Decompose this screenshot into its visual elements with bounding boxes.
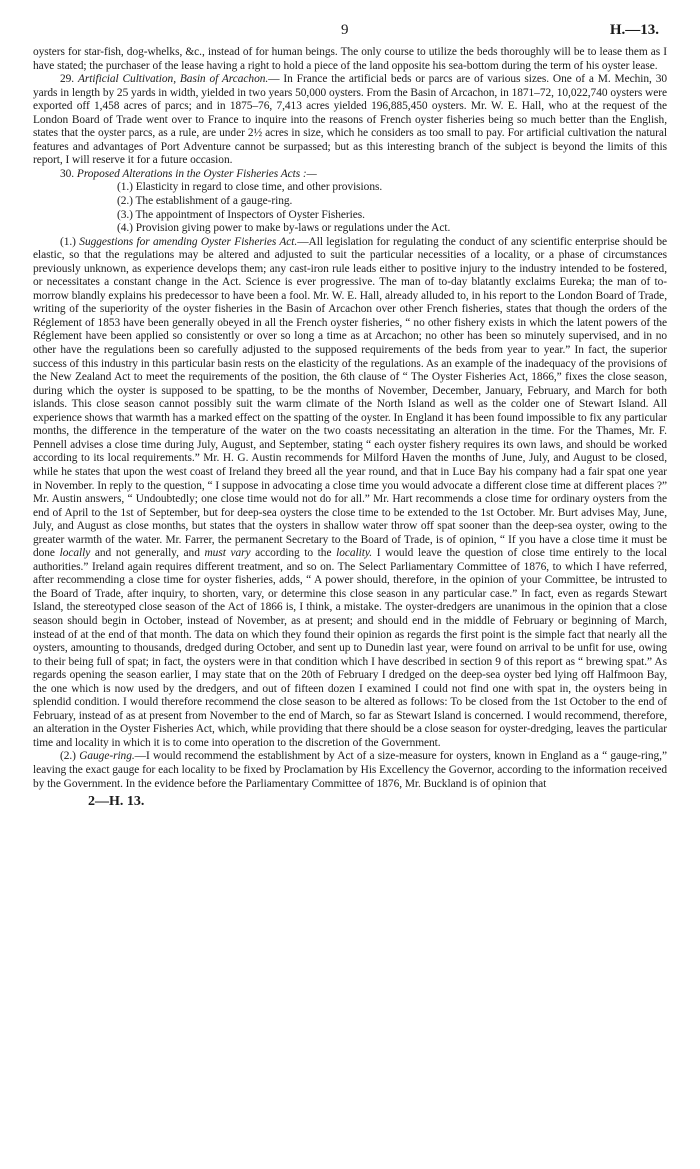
section-number: 30. bbox=[60, 167, 75, 180]
emphasis-text: locally bbox=[59, 547, 91, 560]
document-reference: H.—13. bbox=[609, 22, 659, 38]
section-heading: Gauge-ring. bbox=[79, 750, 135, 763]
paragraph-30 bbox=[33, 168, 667, 182]
page-header bbox=[33, 22, 667, 46]
list-item: (3.) The appointment of Inspectors of Oyster Fisheries. bbox=[117, 208, 365, 221]
alterations-list bbox=[117, 181, 667, 235]
section-number: (2.) bbox=[60, 750, 76, 763]
emphasis-text: must vary bbox=[204, 547, 251, 560]
page-number: 9 bbox=[341, 22, 349, 38]
list-item: (2.) The establishment of a gauge-ring. bbox=[117, 195, 293, 208]
list-item: (1.) Elasticity in regard to close time, and other provisions. bbox=[117, 181, 383, 194]
section-number: (1.) bbox=[60, 235, 76, 248]
paragraph-suggestions bbox=[33, 236, 667, 751]
section-text: I would leave the question of close time entirely to the local authorities.” Ireland again requires different treatment, and so on. The Select Parliamentary Committee of 1876, to which I have referred, after recommending a close time for oyster fisheries, adds, “ A power should, therefore, in the opinion of your Committee, be intrusted to the Board of Trade, after inquiry, to shorten, vary, or determine this close season in any particular case.” In fact, even as regards Stewart Island, the stereotyped close season of the Act of 1866 is, I think, a mistake. The oyster-dredgers are unanimous in the opinion that a close season should begin in October, instead of November, as at present; and should end in the middle of February or beginning of March, instead of at the end of that month. The data on which they found their opinion as regards the first point is the simple fact that nearly all the oysters, amounting to thousands, dredged during October, and sent up to Dunedin last year, were found on arrival to be unfit for use, owing to their being full of spat; in fact, the oysters were in that condition which I have described in section 9 of this report as “ brewing spat.” As regards opening the season earlier, I may state that on the 20th of February I dredged on the deep-sea oyster bed lying off Halfmoon Bay, the one which is now used by the dredgers, and out of fifteen dozen I examined I could not find one with spat in, the oysters being in splendid condition. I would therefore recommend the close season to be altered as follows: To be closed from the 1st October to the end of February, instead of as at present from November to the end of March, so far as Stewart Island is concerned. I would recommend, therefore, an alteration in the Oyster Fisheries Act, which, while providing that there should be a close season for oyster-dredging, leaves the particular time and locality in which it is to come into operation to the discretion of the Government. bbox=[33, 547, 667, 749]
section-text: —All legislation for regulating the conduct of any scientific enterprise should be elastic, so that the regulations may be altered and adjusted to suit the particular necessities of a locality, or a phase of circumstances previously unknown, as experience develops them; any cast-iron rule leads either to positive injury to the industry intended to be fostered, or necessitates a constant change in the Act. Science is ever progressive. The man of to-day blatantly exclaims Eureka; the man of to-morrow blandly explains his predecessor to have been a fool. Mr. W. E. Hall, already alluded to, in his report to the London Board of Trade, writing of the superiority of the oyster fisheries in the Basin of Arcachon over other French fisheries, states that though the orders of the Réglement of 1853 have been generally obeyed in all the French oyster fisheries, “ no other fishery exists in which the latent powers of the Réglement have been applied so consistently or over so long a time as at Arcachon; no other has been so minutely supervised, and in no other have the regulations been so carefully adjusted to the supposed requirements of the beds from year to year.” In fact, the superior success of this industry in this particular basin rests on the elasticity of the regulations. As an example of the inadequacy of the provisions of the New Zealand Act to meet the requirements of the position, the 6th clause of “ The Oyster Fisheries Act, 1866,” fixes the close season, during which the oyster is supposed to be spatting, to be the months of November, December, January, February, and March for both islands. This close season cannot possibly suit the warm climate of the North Island as well as the colder one of Stewart Island. All experience shows that warmth has a marked effect on the spatting of the oyster. In England it has been found impossible to fix any particular months, the difference in the temperature of the water on the two coasts necessitating an alteration in the time. For the Thames, Mr. F. Pennell advises a close time during July, August, and September, stating “ each oyster fishery requires its own laws, and should be worked according to its local requirements.” Mr. H. G. Austin recommends for Milford Haven the months of June, July, and August to be closed, while he states that upon the west coast of Ireland they breed all the year round, and that in Luce Bay his company had a fair spat one year in November. In reply to the question, “ I suppose in advocating a close time you would advocate a different close time at different places ?” Mr. Austin answers, “ Undoubtedly; one close time would not do for all.” Mr. Hart recommends a close time for ordinary oysters from the end of April to the 1st of September, but for deep-sea oysters the close time to be extended to the 1st October. Mr. Burt advises May, June, July, and August as close months, but states that the oysters in shallow water throw off spat sooner than the deep-sea oyster, owing to the greater warmth of the water. Mr. Farrer, the permanent Secretary to the Board of Trade, is of opinion, “ If you have a close time it must be done bbox=[33, 235, 667, 560]
paragraph-continuation: oysters for star-fish, dog-whelks, &c., instead of for human beings. The only course to utilize the beds thoroughly will be to lease them as I have stated; the purchaser of the lease having a right to hold a piece of the land opposite his sea-bottom during the term of his oyster lease. bbox=[33, 46, 667, 72]
emphasis-text: locality. bbox=[336, 547, 373, 560]
list-item: (4.) Provision giving power to make by-laws or regulations under the Act. bbox=[117, 222, 451, 235]
section-text: — In France the artificial beds or parcs are of various sizes. One of a M. Mechin, 30 yards in length by 25 yards in width, yielded in two years 50,000 oysters. From the Basin of Arcachon, in 1871–72, 10,022,740 oysters were exported off 1,458 acres of parcs; and in 1875–76, 7,413 acres yielded 196,885,450 oysters. Mr. W. E. Hall, who at the request of the London Board of Trade went over to France to inquire into the reasons of French oyster fisheries being so much better than the English, states that the oyster parcs, as a rule, are under 2½ acres in size, which he considers as too small to pay. For artificial cultivation the natural features and advantages of Port Adventure cannot be surpassed; but as this interesting branch of the subject is beyond the limits of this report, I will reserve it for a future occasion. bbox=[33, 73, 667, 167]
document-body bbox=[33, 46, 667, 791]
section-heading: Proposed Alterations in the Oyster Fisheries Acts :— bbox=[76, 167, 317, 180]
paragraph-29 bbox=[33, 73, 667, 168]
paragraph-gauge-ring bbox=[33, 750, 667, 791]
section-text: and not generally, and bbox=[90, 547, 205, 560]
section-text: according to the bbox=[250, 547, 337, 560]
section-heading: Suggestions for amending Oyster Fisheries Act. bbox=[79, 235, 298, 248]
section-text: —I would recommend the establishment by Act of a size-measure for oysters, known in England as a “ gauge-ring,” leaving the exact gauge for each locality to be fixed by Proclamation by His Excellency the Governor, according to the information received by the Government. In the evidence before the Parliamentary Committee of 1876, Mr. Buckland is of opinion that bbox=[33, 750, 667, 790]
page-signature: 2—H. 13. bbox=[88, 794, 145, 810]
section-heading: Artificial Cultivation, Basin of Arcachon. bbox=[77, 73, 269, 86]
section-number: 29. bbox=[60, 73, 75, 86]
